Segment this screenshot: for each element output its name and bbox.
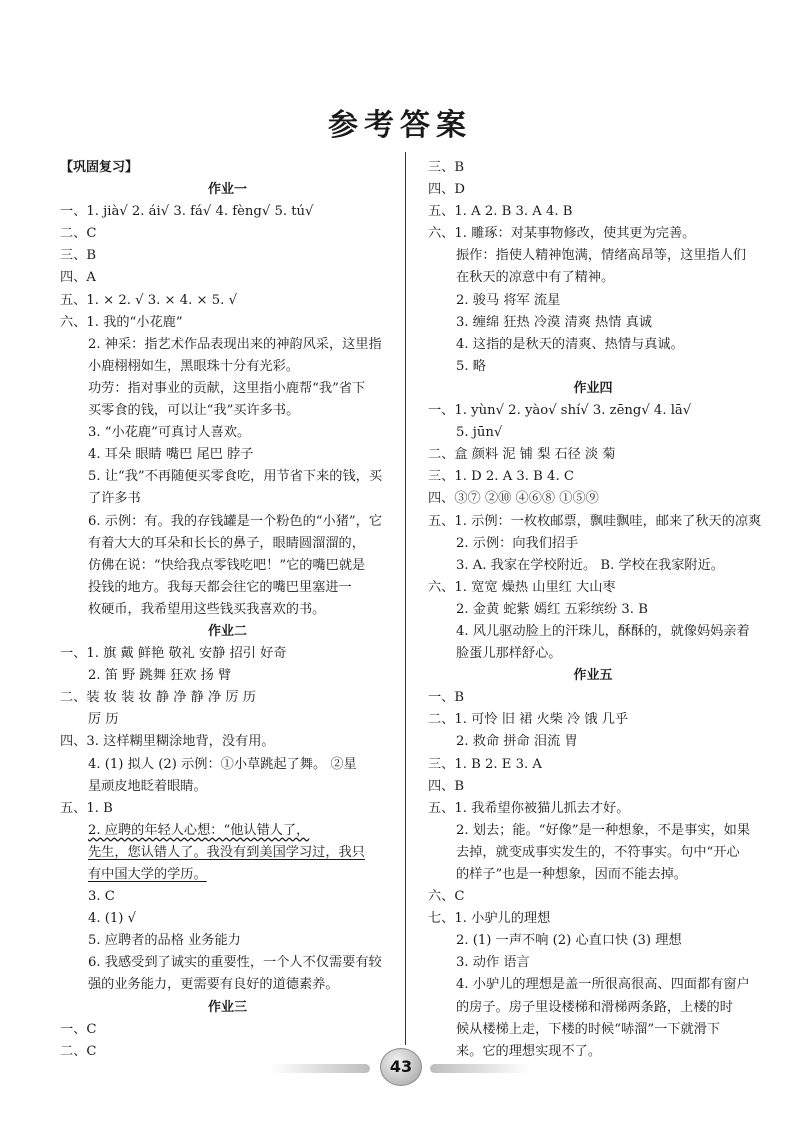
assignment-heading: 作业三 (207, 999, 247, 1015)
answer-line: 五、1. 示例：一枚枚邮票，飘哇飘哇，邮来了秋天的凉爽 (428, 513, 762, 529)
column-divider (405, 152, 406, 1045)
answer-line: 功劳：指对事业的贡献，这里指小鹿帮“我”省下 (88, 380, 366, 396)
answer-line: 六、1. 宽宽 燥热 山里红 大山枣 (428, 579, 616, 595)
answer-line: 3. 缠绵 狂热 冷漠 清爽 热情 真诚 (456, 314, 652, 330)
answer-line: 一、B (428, 690, 465, 706)
answer-line: 四、D (428, 182, 465, 198)
answer-line: 了许多书 (88, 491, 141, 507)
answer-line: 三、B (428, 160, 465, 175)
answer-line: 候从楼梯上走，下楼的时候“哧溜”一下就滑下 (456, 1021, 721, 1037)
answer-line: 4. 风儿驱动脸上的汗珠儿，酥酥的，就像妈妈亲着 (456, 623, 750, 639)
answer-line: 4. (1) √ (88, 911, 137, 927)
answer-line: 三、B (60, 248, 97, 264)
section-label: 【巩固复习】 (60, 160, 139, 175)
answer-line: 三、1. B 2. E 3. A (428, 756, 542, 772)
answer-line: 二、1. 可怜 旧 裙 火柴 冷 饿 几乎 (428, 712, 629, 728)
answer-line: 5. 略 (456, 358, 486, 374)
page-number-footer (270, 1048, 530, 1088)
answer-line: 投钱的地方。我每天都会往它的嘴巴里塞进一 (88, 579, 352, 595)
answer-line: 一、C (60, 1021, 97, 1037)
answer-line: 六、1. 雕琢：对某事物修改，使其更为完善。 (428, 226, 696, 242)
answer-line: 2. 神采：指艺术作品表现出来的神韵风采，这里指 (88, 336, 382, 352)
answer-line: 5. 应聘者的品格 业务能力 (88, 933, 241, 949)
page-number: 43 (380, 1048, 422, 1086)
answer-line: 先生，您认错人了。我没有到美国学习过，我只 (88, 844, 365, 860)
assignment-heading: 作业一 (207, 182, 247, 198)
answer-line: 6. 示例：有。我的存钱罐是一个粉色的“小猪”，它 (88, 513, 383, 529)
answer-line: 星顽皮地眨着眼睛。 (88, 778, 207, 794)
answer-line: 仿佛在说：“快给我点零钱吃吧！”它的嘴巴就是 (88, 557, 366, 573)
answer-line: 一、1. yùn√ 2. yào√ shí√ 3. zēng√ 4. lā√ (428, 403, 692, 419)
answer-line: 小鹿栩栩如生，黑眼珠十分有光彩。 (88, 358, 299, 374)
assignment-heading: 作业二 (207, 623, 247, 639)
left-answer-column (60, 157, 395, 1063)
answer-line: 3. “小花鹿”可真讨人喜欢。 (88, 425, 251, 441)
answer-line: 的样子”也是一种想象，因而不能去掉。 (456, 867, 687, 882)
answer-line: 四、3. 这样糊里糊涂地背，没有用。 (60, 734, 275, 750)
answer-line: 3. 动作 语言 (456, 955, 530, 971)
answer-line: 3. A. 我家在学校附近。 B. 学校在我家附近。 (456, 557, 724, 573)
answer-line: 3. C (88, 889, 115, 905)
answer-line: 枚硬币，我希望用这些钱买我喜欢的书。 (88, 601, 326, 617)
answer-line: 来。它的理想实现不了。 (456, 1043, 602, 1059)
answer-line: 四、③⑦ ②⑩ ④⑥⑧ ①⑤⑨ (428, 491, 599, 507)
answer-line: 5. 让“我”不再随便买零食吃，用节省下来的钱，买 (88, 469, 383, 485)
answer-line: 2. (1) 一声不响 (2) 心直口快 (3) 理想 (456, 933, 682, 949)
answer-line: 七、1. 小驴儿的理想 (428, 911, 551, 927)
answer-line: 2. 骏马 将军 流星 (456, 292, 561, 308)
answer-line: 4. (1) 拟人 (2) 示例：①小草跳起了舞。 ②星 (88, 756, 357, 772)
answer-line: 六、C (428, 889, 465, 905)
answer-line: 四、B (428, 778, 465, 794)
right-answer-column (428, 157, 762, 1063)
answer-line: 2. 笛 野 跳舞 狂欢 扬 臂 (88, 668, 232, 684)
answer-line: 买零食的钱，可以让“我”买许多书。 (88, 403, 300, 419)
footer-ornament-right (430, 1064, 530, 1073)
answer-line: 一、1. 旗 戴 鲜艳 敬礼 安静 招引 好奇 (60, 646, 287, 662)
answer-line: 二、C (60, 1043, 97, 1059)
answer-line: 强的业务能力，更需要有良好的道德素养。 (88, 977, 339, 993)
answer-line: 4. 这指的是秋天的清爽、热情与真诚。 (456, 336, 684, 352)
answer-line: 五、1. × 2. √ 3. × 4. × 5. √ (60, 292, 237, 308)
answer-line: 四、A (60, 270, 96, 286)
page-title: 参考答案 (328, 108, 472, 143)
answer-line: 二、装 妆 装 妆 静 净 静 净 厉 历 (60, 690, 256, 706)
answer-line: 有中国大学的学历。 (88, 867, 207, 882)
assignment-heading: 作业四 (573, 380, 613, 396)
answer-line: 三、1. D 2. A 3. B 4. C (428, 469, 574, 485)
footer-ornament-left (270, 1064, 370, 1073)
answer-line: 4. 耳朵 眼睛 嘴巴 尾巴 脖子 (88, 447, 254, 463)
answer-line: 5. jūn√ (456, 425, 503, 441)
answer-line: 五、1. A 2. B 3. A 4. B (428, 204, 573, 220)
answer-line: 二、C (60, 226, 97, 242)
answer-line: 五、1. B (60, 800, 113, 816)
answer-line: 2. 划去；能。“好像”是一种想象，不是事实，如果 (456, 822, 751, 838)
answer-line: 振作：指使人精神饱满，情绪高昂等，这里指人们 (456, 248, 747, 264)
answer-line: 在秋天的凉意中有了精神。 (456, 270, 615, 286)
answer-line: 2. 示例：向我们招手 (456, 535, 579, 551)
answer-line: 一、1. jià√ 2. ái√ 3. fá√ 4. fèng√ 5. tú√ (60, 204, 314, 220)
answer-line: 2. 救命 拼命 泪流 胃 (456, 734, 578, 750)
answer-line: 4. 小驴儿的理想是盖一所很高很高、四面都有窗户 (456, 977, 750, 993)
assignment-heading: 作业五 (573, 668, 613, 684)
answer-line: 的房子。房子里设楼梯和滑梯两条路，上楼的时 (456, 999, 733, 1015)
answer-line: 2. 应聘的年轻人心想：“他认错人了， (88, 822, 310, 838)
answer-line: 二、盒 颜料 泥 铺 梨 石径 淡 菊 (428, 447, 616, 463)
answer-line: 去掉，就变成事实发生的，不符事实。句中“开心 (456, 844, 740, 860)
answer-line: 有着大大的耳朵和长长的鼻子，眼睛圆溜溜的， (88, 535, 365, 551)
answer-line: 脸蛋儿那样舒心。 (456, 646, 562, 662)
answer-line: 五、1. 我希望你被猫儿抓去才好。 (428, 800, 630, 816)
answer-line: 2. 金黄 蛇紫 嫣红 五彩缤纷 3. B (456, 601, 648, 617)
answer-line: 六、1. 我的“小花鹿” (60, 314, 183, 330)
answer-line: 厉 历 (88, 712, 119, 728)
answer-line: 6. 我感受到了诚实的重要性，一个人不仅需要有较 (88, 955, 382, 971)
